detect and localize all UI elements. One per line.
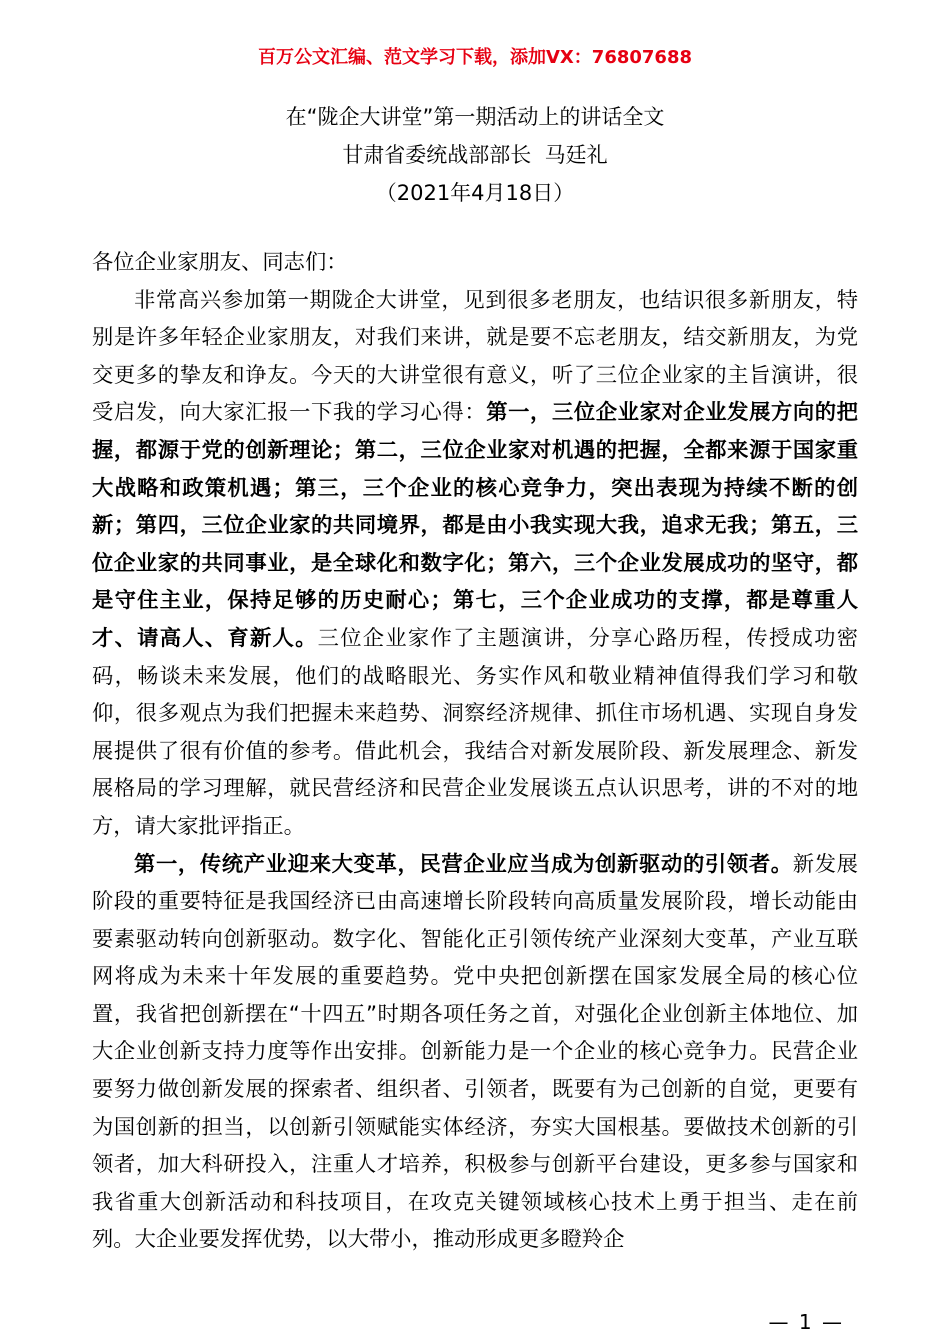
paragraph-2: [92, 846, 858, 1260]
speaker-line: 甘肃省委统战部部长 马廷礼: [342, 143, 608, 167]
document-body: [92, 244, 858, 1259]
page-number: — 1 —: [768, 1310, 844, 1334]
date-line: （2021年4月18日）: [375, 181, 575, 205]
paragraph-1-rest: 三位企业家作了主题演讲，分享心路历程，传授成功密码，畅谈未来发展，他们的战略眼光、务实作风和敬业精神值得我们学习和敬仰，很多观点为我们把握未来趋势、洞察经济规律、抓住市场机遇、实现自身发展提供了很有价值的参考。借此机会，我结合对新发展阶段、新发展理念、新发展格局的学习理解，就民营经济和民营企业发展谈五点认识思考，讲的不对的地方，请大家批评指正。: [92, 625, 858, 839]
paragraph-2-rest: 新发展阶段的重要特征是我国经济已由高速增长阶段转向高质量发展阶段，增长动能由要素驱动转向创新驱动。数字化、智能化正引领传统产业深刻大变革，产业互联网将成为未来十年发展的重要趋势。党中央把创新摆在国家发展全局的核心位置，我省把创新摆在“十四五”时期各项任务之首，对强化企业创新主体地位、加大企业创新支持力度等作出安排。创新能力是一个企业的核心竞争力。民营企业要努力做创新发展的探索者、组织者、引领者，既要有为己创新的自觉，更要有为国创新的担当，以创新引领赋能实体经济，夯实大国根基。要做技术创新的引领者，加大科研投入，注重人才培养，积极参与创新平台建设，更多参与国家和我省重大创新活动和科技项目，在攻克关键领域核心技术上勇于担当、走在前列。大企业要发挥优势，以大带小，推动形成更多瞪羚企: [92, 851, 858, 1253]
paragraph-2-heading: 第一，传统产业迎来大变革，民营企业应当成为创新驱动的引领者。: [134, 851, 793, 877]
document-title: 在“陇企大讲堂”第一期活动上的讲话全文: [285, 105, 665, 129]
document-title-block: [0, 98, 950, 212]
paragraph-1-bold-points: 第一，三位企业家对企业发展方向的把握，都源于党的创新理论；第二，三位企业家对机遇的把握，全都来源于国家重大战略和政策机遇；第三，三个企业的核心竞争力，突出表现为持续不断的创新；第四，三位企业家的共同境界，都是由小我实现大我，追求无我；第五，三位企业家的共同事业，是全球化和数字化；第六，三个企业发展成功的坚守，都是守住主业，保持足够的历史耐心；第七，三个企业成功的支撑，都是尊重人才、请高人、育新人。: [92, 400, 858, 651]
salutation: 各位企业家朋友、同志们：: [92, 250, 348, 275]
paragraph-1-intro: 非常高兴参加第一期陇企大讲堂，见到很多老朋友，也结识很多新朋友，特别是许多年轻企业家朋友，对我们来讲，就是要不忘老朋友，结交新朋友，为党交更多的挚友和诤友。今天的大讲堂很有意义，听了三位企业家的主旨演讲，很受启发，向大家汇报一下我的学习心得：: [92, 287, 858, 426]
paragraph-1: [92, 282, 858, 846]
watermark-banner: 百万公文汇编、范文学习下载，添加VX：76807688: [257, 47, 692, 68]
